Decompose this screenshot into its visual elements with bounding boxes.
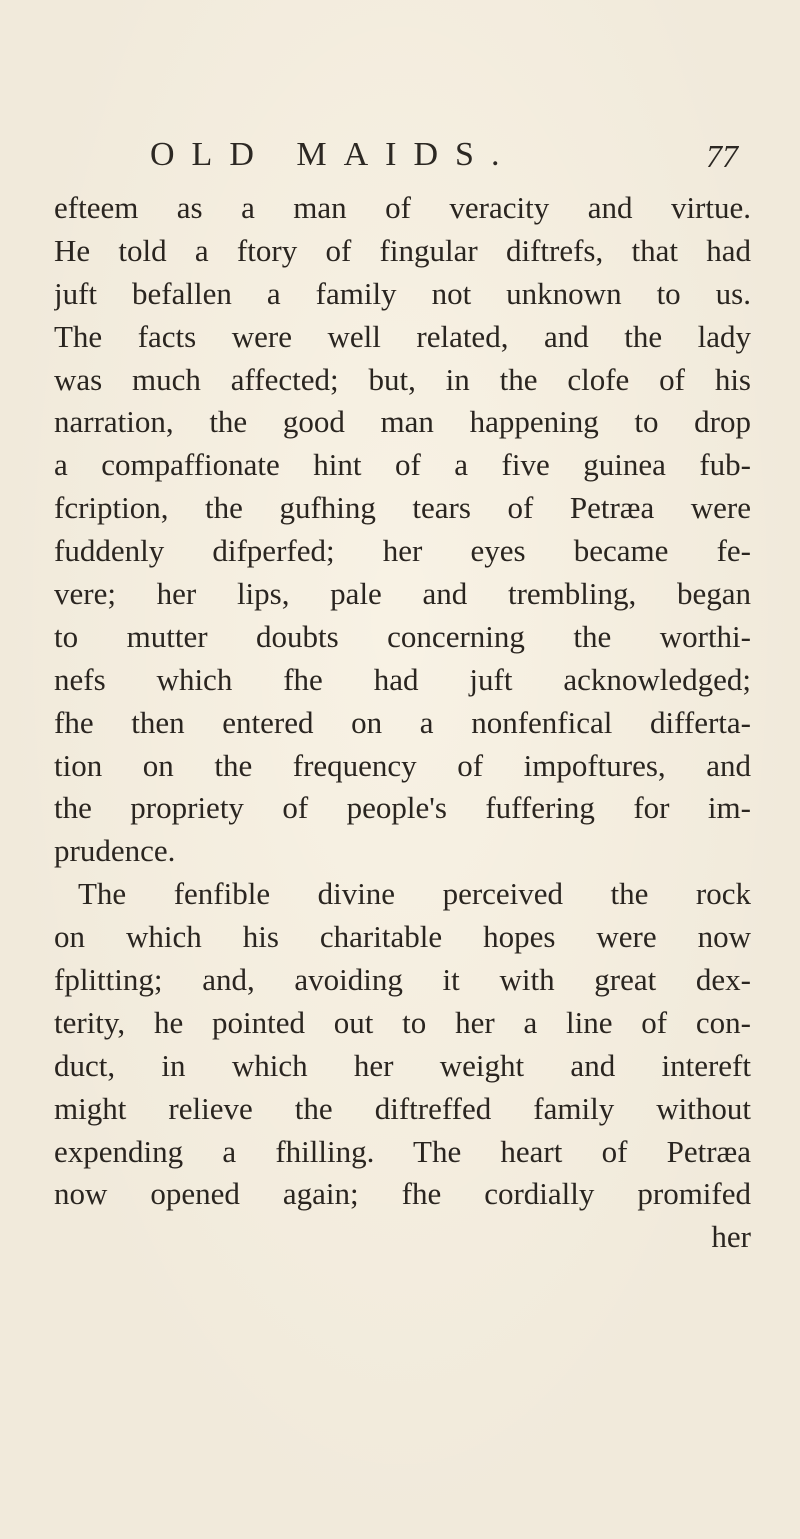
- text-line: juft befallen a family not unknown to us.: [54, 275, 751, 311]
- text-line: now opened again; fhe cordially promifed: [54, 1176, 751, 1212]
- text-line: expending a fhilling. The heart of Petræa: [54, 1133, 751, 1169]
- page-number: 77: [706, 138, 738, 174]
- running-head: [0, 132, 800, 182]
- text-line: efteem as a man of veracity and virtue.: [54, 190, 751, 225]
- text-line: nefs which fhe had juft acknowledged;: [54, 661, 751, 697]
- text-line: The fenfible divine perceived the rock: [78, 876, 751, 912]
- text-line: fplitting; and, avoiding it with great dex-: [54, 962, 751, 998]
- text-line: fhe then entered on a nonfenfical differta-: [54, 704, 751, 740]
- text-line: might relieve the diftreffed family without: [54, 1090, 751, 1126]
- running-title: OLD MAIDS.: [150, 136, 517, 173]
- catchword: her: [711, 1219, 751, 1255]
- text-line: to mutter doubts concerning the worthi-: [54, 618, 751, 654]
- text-line: the propriety of people's fuffering for im-: [54, 790, 751, 826]
- text-line: duct, in which her weight and intereft: [54, 1047, 751, 1083]
- text-line: narration, the good man happening to drop: [54, 404, 751, 440]
- text-line: on which his charitable hopes were now: [54, 919, 751, 955]
- text-line: fcription, the gufhing tears of Petræa were: [54, 490, 751, 526]
- text-line: was much affected; but, in the clofe of his: [54, 361, 751, 397]
- text-line: prudence.: [54, 833, 176, 869]
- body-text: [54, 187, 751, 1259]
- text-line: terity, he pointed out to her a line of con-: [54, 1004, 751, 1040]
- text-line: He told a ftory of fingular diftrefs, that had: [54, 232, 751, 268]
- text-line: The facts were well related, and the lady: [54, 318, 751, 354]
- text-line: a compaffionate hint of a five guinea fub-: [54, 447, 751, 483]
- text-line: fuddenly difperfed; her eyes became fe-: [54, 533, 751, 569]
- text-line: tion on the frequency of impoftures, and: [54, 747, 751, 783]
- text-line: vere; her lips, pale and trembling, began: [54, 576, 751, 612]
